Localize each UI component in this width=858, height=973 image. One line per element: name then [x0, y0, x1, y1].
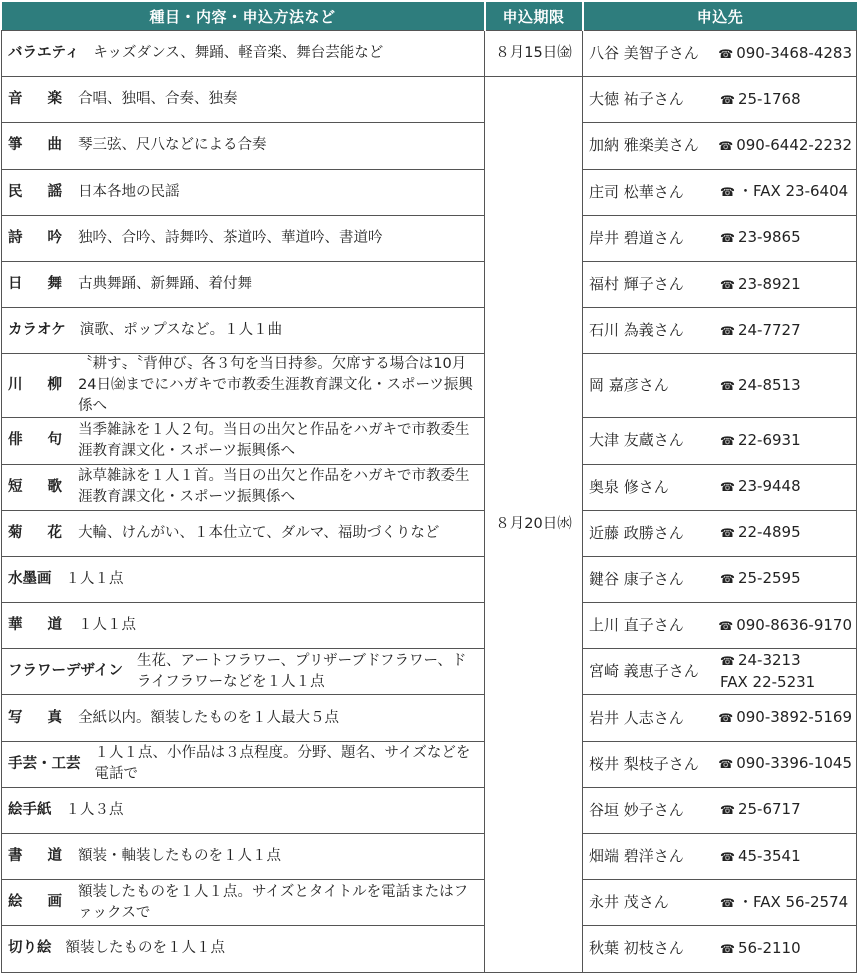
contact-phone [720, 181, 852, 203]
phone-number: 090-8636-9170 [736, 615, 852, 634]
category-description: 生花、アートフラワー、プリザーブドフラワー、ドライフラワーなどを１人１点 [136, 652, 467, 690]
phone-number: 25-1768 [737, 89, 801, 108]
phone-number: 56-2110 [737, 938, 801, 957]
contact-person: 畑端 碧洋さん [589, 847, 684, 866]
contact-person: 鍵谷 康子さん [589, 569, 684, 588]
phone-line [718, 753, 852, 775]
contact-cell [583, 695, 857, 741]
contact-person: 庄司 松華さん [589, 182, 684, 201]
category-name: 切り絵 [8, 940, 52, 957]
contact-person: 岩井 人志さん [589, 708, 684, 727]
contact-person: 桜井 梨枝子さん [589, 754, 699, 773]
category-name: 絵 画 [8, 894, 73, 911]
phone-line [720, 89, 852, 111]
category-cell [2, 354, 485, 418]
contact-phone [720, 568, 852, 590]
phone-line [718, 135, 852, 157]
contact-phone [720, 89, 852, 111]
table-row [2, 741, 857, 787]
phone-line [720, 892, 852, 914]
contact-phone [720, 375, 852, 397]
table-row [2, 123, 857, 169]
phone-icon: ☎ [720, 803, 735, 818]
phone-icon: ☎ [720, 378, 735, 393]
table-row [2, 510, 857, 556]
phone-icon: ☎ [720, 526, 735, 541]
contact-cell [583, 169, 857, 215]
deadline-text: ８月15日㈮ [495, 45, 572, 62]
category-description: 琴三弦、尺八などによる合奏 [78, 137, 267, 154]
contact-cell [583, 603, 857, 649]
category-name: 日 舞 [8, 276, 73, 293]
phone-line [720, 227, 852, 249]
phone-icon: ☎ [720, 323, 735, 338]
category-name: フラワーデザイン [8, 663, 123, 680]
phone-line [720, 568, 852, 590]
contact-phone [718, 43, 852, 65]
contact-cell [583, 834, 857, 880]
table-row [2, 169, 857, 215]
phone-number: 090-3396-1045 [736, 754, 852, 773]
category-cell [2, 418, 485, 464]
category-name: 書 道 [8, 848, 73, 865]
header-deadline: 申込期限 [485, 2, 583, 31]
category-description: １人１点、小作品は３点程度。分野、題名、サイズなどを電話で [94, 745, 471, 783]
contact-cell [583, 31, 857, 77]
category-description: 額装したものを１人１点。サイズとタイトルを電話またはファックスで [78, 883, 469, 921]
phone-icon: ☎ [718, 711, 734, 726]
category-cell [2, 741, 485, 787]
contact-person: 奥泉 修さん [589, 477, 669, 496]
phone-icon: ☎ [720, 480, 735, 495]
phone-icon: ☎ [720, 849, 735, 864]
table-row [2, 603, 857, 649]
phone-number: 22-6931 [737, 430, 801, 449]
contact-person: 近藤 政勝さん [589, 523, 684, 542]
category-name: 俳 句 [8, 432, 73, 449]
contact-phone [718, 615, 852, 637]
table-row [2, 77, 857, 123]
table-row [2, 787, 857, 833]
table-row [2, 834, 857, 880]
category-description: 古典舞踊、新舞踊、着付舞 [78, 276, 253, 293]
phone-icon: ☎ [718, 46, 734, 61]
phone-icon: ☎ [720, 572, 735, 587]
contact-phone [720, 799, 852, 821]
table-row [2, 880, 857, 926]
category-description: 〝耕す〟〝背伸び〟各３句を当日持参。欠席する場合は10月24日㈮までにハガキで市教委生涯教育課文化・スポーツ振興係へ [78, 356, 473, 415]
category-cell [2, 556, 485, 602]
contact-person: 加納 雅楽美さん [589, 136, 699, 155]
contact-person: 大徳 祐子さん [589, 90, 684, 109]
category-cell [2, 603, 485, 649]
phone-line [718, 707, 852, 729]
category-description: 合唱、独唱、合奏、独奏 [78, 91, 238, 108]
category-name: 写 真 [8, 709, 73, 726]
table-row [2, 308, 857, 354]
application-table [1, 2, 857, 973]
contact-person: 宮崎 義恵子さん [589, 662, 699, 681]
contact-cell [583, 77, 857, 123]
category-description: １人１点 [78, 617, 137, 634]
contact-phone [720, 846, 852, 868]
contact-cell [583, 510, 857, 556]
contact-cell [583, 556, 857, 602]
contact-person: 大津 友蔵さん [589, 431, 684, 450]
category-cell [2, 77, 485, 123]
phone-number: 24-8513 [737, 375, 801, 394]
phone-number: 24-7727 [737, 320, 801, 339]
table-row [2, 649, 857, 695]
contact-person: 上川 直子さん [589, 616, 684, 635]
phone-number: 24-3213 [737, 651, 801, 670]
phone-icon: ☎ [720, 654, 735, 669]
category-cell [2, 215, 485, 261]
contact-phone [720, 274, 852, 296]
category-description: 日本各地の民謡 [78, 183, 180, 200]
category-cell [2, 169, 485, 215]
contact-phone [718, 753, 852, 775]
table-row [2, 418, 857, 464]
contact-cell [583, 649, 857, 695]
phone-icon: ☎ [720, 92, 735, 107]
phone-number: 22-4895 [737, 523, 801, 542]
phone-number: 23-8921 [737, 274, 801, 293]
category-description: 全紙以内。額装したものを１人最大５点 [78, 709, 340, 726]
phone-line [718, 615, 852, 637]
table-row [2, 261, 857, 307]
category-description: 大輪、けんがい、１本仕立て、ダルマ、福助づくりなど [78, 524, 440, 541]
category-name: 菊 花 [8, 524, 73, 541]
contact-cell [583, 418, 857, 464]
category-cell [2, 834, 485, 880]
phone-line [720, 375, 852, 397]
phone-icon: ☎ [720, 231, 735, 246]
contact-phone [720, 892, 852, 914]
table-header [2, 2, 857, 31]
table-row [2, 31, 857, 77]
contact-phone [720, 476, 852, 498]
phone-number: 25-6717 [737, 800, 801, 819]
contact-phone [718, 135, 852, 157]
contact-cell [583, 354, 857, 418]
contact-cell [583, 741, 857, 787]
deadline-cell [485, 77, 583, 972]
phone-icon: ☎ [718, 618, 734, 633]
category-description: キッズダンス、舞踊、軽音楽、舞台芸能など [93, 45, 384, 62]
category-name: カラオケ [8, 322, 66, 339]
contact-cell [583, 215, 857, 261]
category-description: 詠草雑詠を１人１首。当日の出欠と作品をハガキで市教委生涯教育課文化・スポーツ振興係へ [78, 468, 470, 506]
contact-phone [720, 227, 852, 249]
phone-line [718, 43, 852, 65]
contact-person: 岸井 碧道さん [589, 228, 684, 247]
category-description: 独吟、合吟、詩舞吟、茶道吟、華道吟、書道吟 [78, 229, 383, 246]
phone-line [720, 181, 852, 203]
phone-line [720, 476, 852, 498]
contact-person: 福村 輝子さん [589, 275, 684, 294]
category-name: 絵手紙 [8, 801, 52, 818]
category-cell [2, 31, 485, 77]
contact-person: 石川 為義さん [589, 321, 684, 340]
category-name: バラエティ [8, 45, 80, 62]
phone-icon: ☎ [720, 185, 735, 200]
category-description: １人３点 [65, 801, 124, 818]
contact-person: 永井 茂さん [589, 893, 669, 912]
deadline-text: ８月20日㈬ [495, 515, 572, 532]
contact-cell [583, 261, 857, 307]
category-cell [2, 308, 485, 354]
contact-person: 岡 嘉彦さん [589, 376, 669, 395]
category-name: 水墨画 [8, 570, 52, 587]
table-row [2, 464, 857, 510]
table-row [2, 354, 857, 418]
category-cell [2, 649, 485, 695]
header-category: 種目・内容・申込方法など [2, 2, 485, 31]
phone-number: 23-9865 [737, 228, 801, 247]
table-row [2, 695, 857, 741]
deadline-cell [485, 31, 583, 77]
phone-number: 090-6442-2232 [736, 135, 852, 154]
phone-line [720, 799, 852, 821]
category-description: 当季雑詠を１人２句。当日の出欠と作品をハガキで市教委生涯教育課文化・スポーツ振興係へ [78, 421, 470, 459]
table-row [2, 215, 857, 261]
category-name: 箏 曲 [8, 137, 73, 154]
category-name: 音 楽 [8, 91, 73, 108]
contact-cell [583, 123, 857, 169]
category-name: 短 歌 [8, 478, 73, 495]
category-description: １人１点 [65, 570, 124, 587]
category-name: 川 柳 [8, 377, 73, 394]
category-cell [2, 510, 485, 556]
contact-person: 八谷 美智子さん [589, 44, 699, 63]
header-contact: 申込先 [583, 2, 857, 31]
phone-line [720, 320, 852, 342]
category-cell [2, 880, 485, 926]
phone-icon: ☎ [718, 138, 734, 153]
fax-number: FAX 22-5231 [720, 673, 816, 692]
phone-number: 25-2595 [737, 569, 801, 588]
category-cell [2, 695, 485, 741]
table-row [2, 926, 857, 972]
phone-number: 090-3892-5169 [736, 708, 852, 727]
table-row [2, 556, 857, 602]
category-cell [2, 464, 485, 510]
phone-line [720, 522, 852, 544]
contact-person: 谷垣 妙子さん [589, 800, 684, 819]
phone-icon: ☎ [718, 757, 734, 772]
category-cell [2, 261, 485, 307]
contact-cell [583, 926, 857, 972]
contact-phone [720, 320, 852, 342]
phone-icon: ☎ [720, 941, 735, 956]
phone-line [720, 846, 852, 868]
category-name: 民 謡 [8, 183, 73, 200]
phone-icon: ☎ [720, 277, 735, 292]
phone-number: ・FAX 23-6404 [737, 182, 849, 201]
phone-icon: ☎ [720, 433, 735, 448]
category-cell [2, 787, 485, 833]
contact-phone [720, 650, 852, 693]
contact-phone [718, 707, 852, 729]
phone-number: ・FAX 56-2574 [737, 892, 849, 911]
phone-number: 090-3468-4283 [736, 43, 852, 62]
category-description: 演歌、ポップスなど。１人１曲 [79, 322, 283, 339]
category-description: 額装・軸装したものを１人１点 [78, 848, 282, 865]
category-cell [2, 926, 485, 972]
contact-cell [583, 464, 857, 510]
contact-person: 秋葉 初枝さん [589, 939, 684, 958]
category-cell [2, 123, 485, 169]
phone-line [720, 274, 852, 296]
phone-line [720, 430, 852, 452]
contact-cell [583, 308, 857, 354]
category-description: 額装したものを１人１点 [65, 940, 225, 957]
contact-phone [720, 430, 852, 452]
contact-cell [583, 787, 857, 833]
phone-number: 23-9448 [737, 477, 801, 496]
category-name: 手芸・工芸 [8, 755, 81, 772]
category-name: 華 道 [8, 617, 73, 634]
phone-line [720, 650, 852, 672]
contact-cell [583, 880, 857, 926]
phone-number: 45-3541 [737, 846, 801, 865]
contact-phone [720, 522, 852, 544]
category-name: 詩 吟 [8, 229, 73, 246]
phone-icon: ☎ [720, 895, 735, 910]
